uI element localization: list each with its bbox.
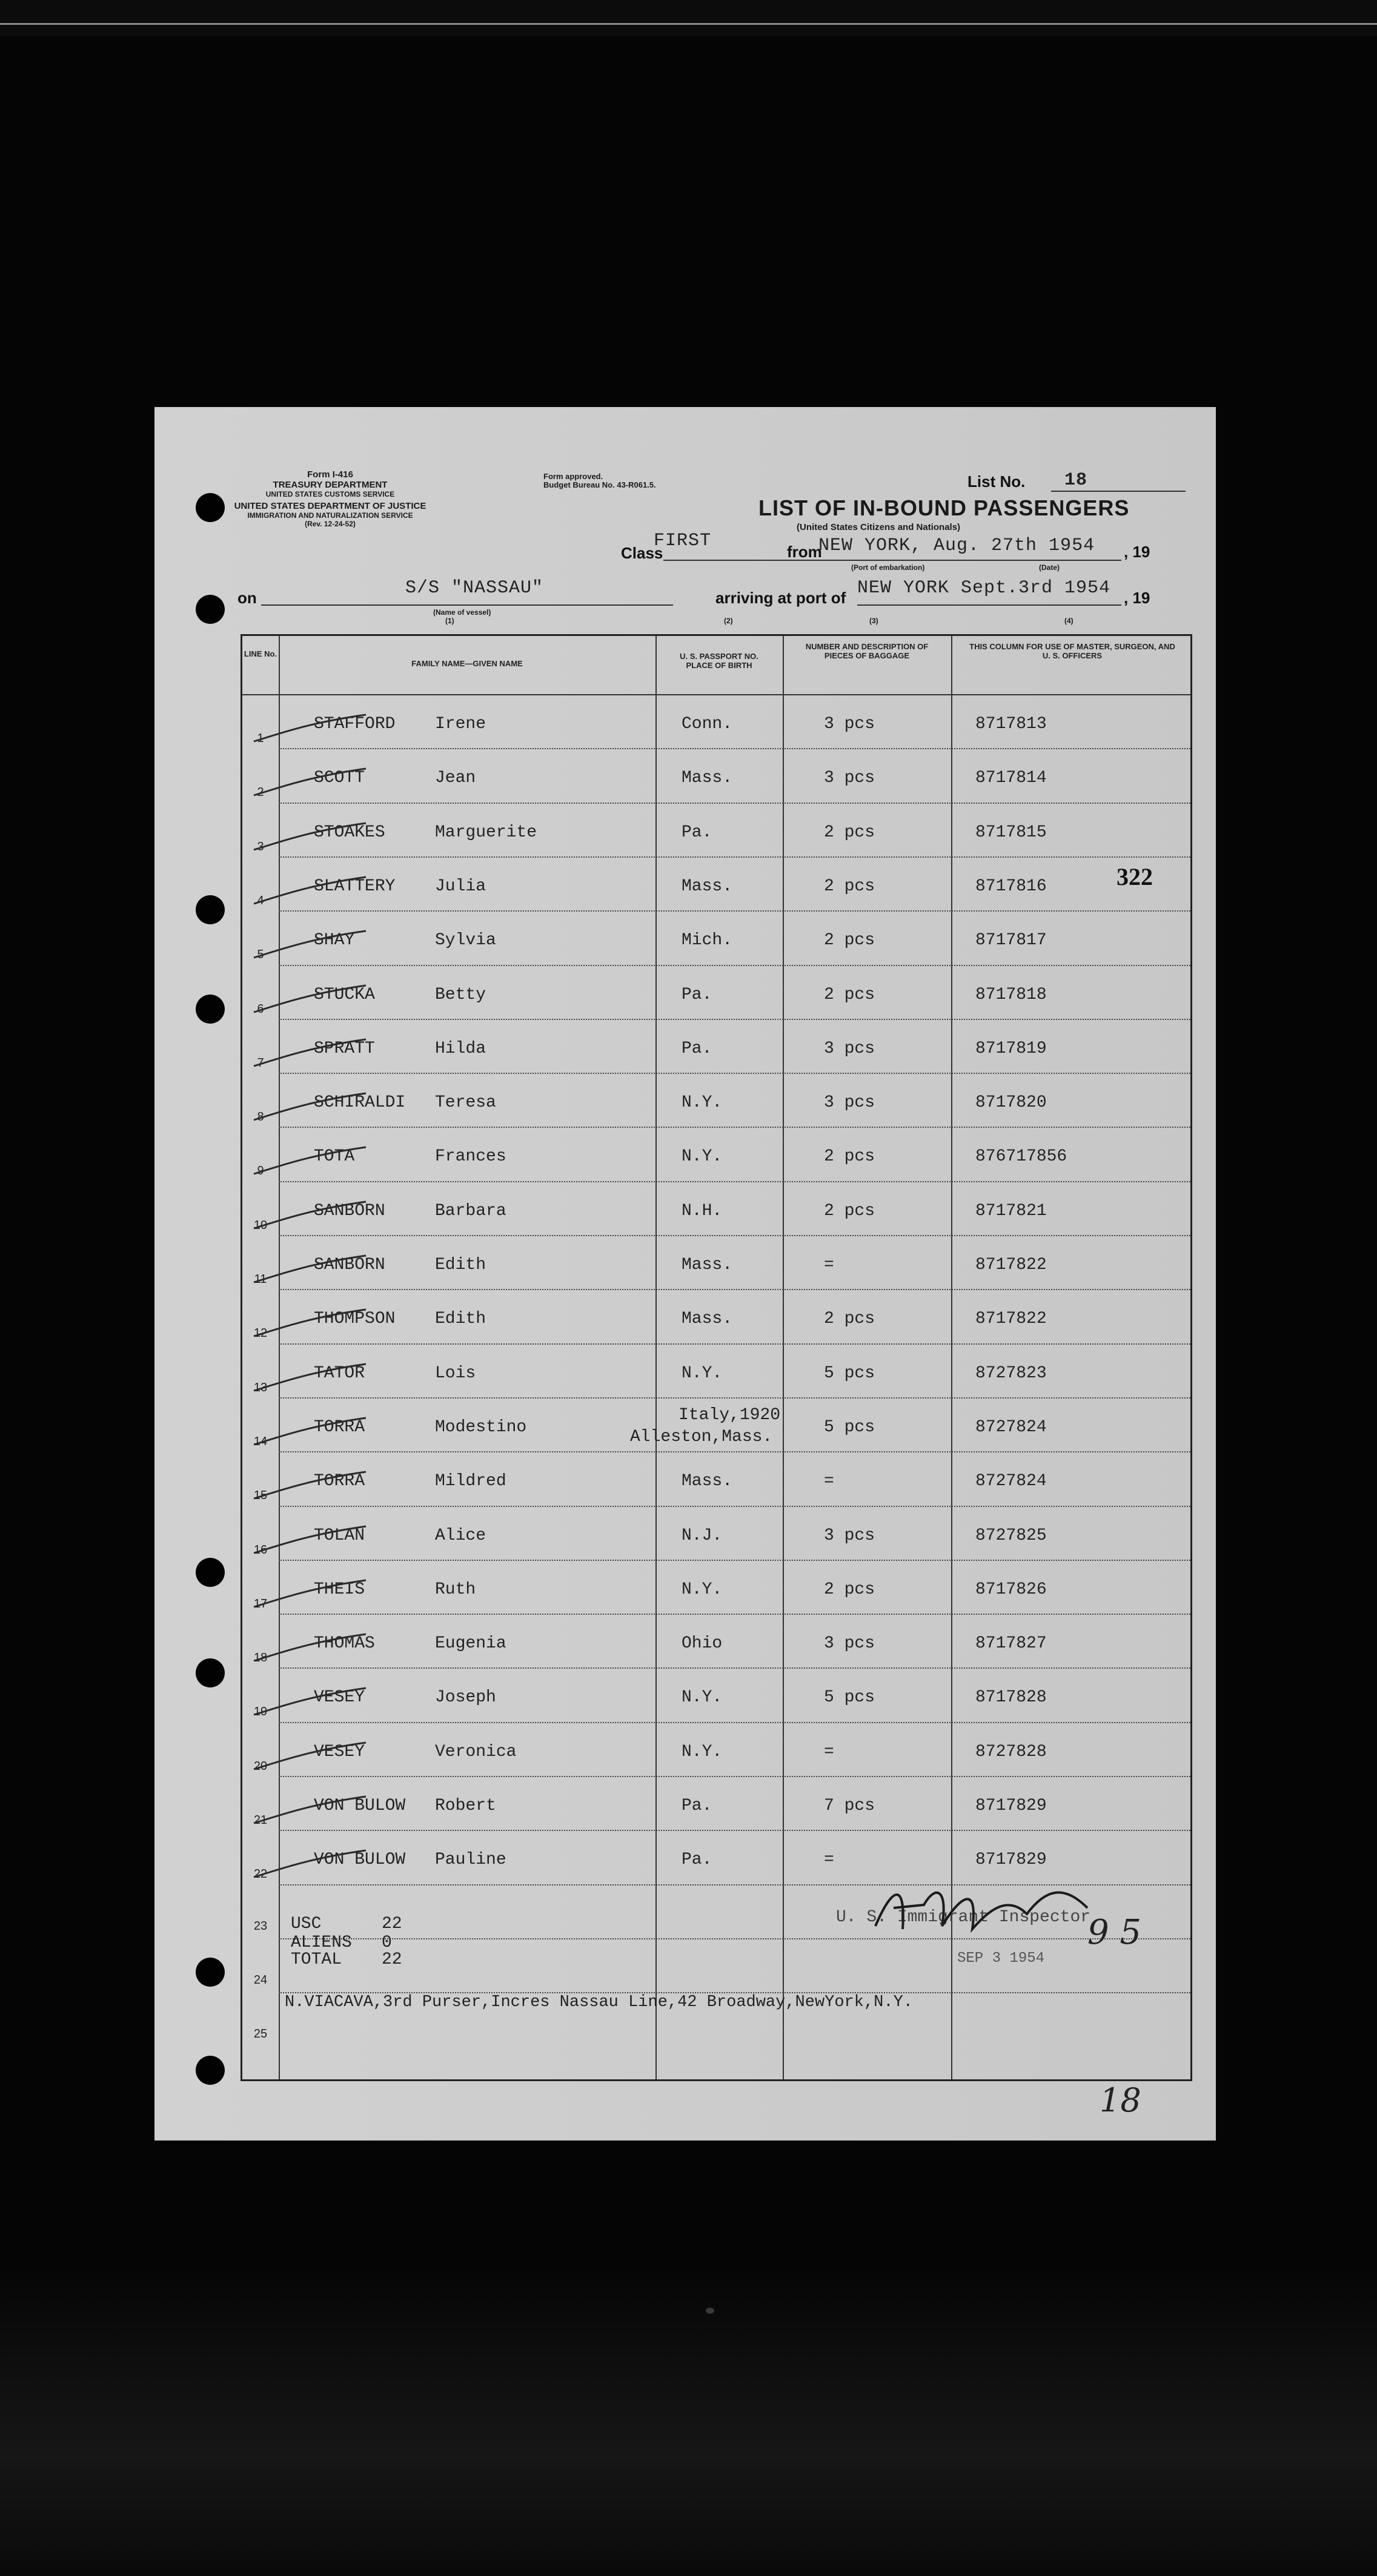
naturalization-service: IMMIGRATION AND NATURALIZATION SERVICE [247, 511, 413, 520]
officer-number: 8727825 [975, 1526, 1047, 1545]
baggage-count: 7 pcs [824, 1796, 875, 1815]
given-name: Ruth [435, 1580, 476, 1599]
officer-number: 8717819 [975, 1039, 1047, 1058]
baggage-count: 5 pcs [824, 1363, 875, 1383]
line-number: 16 [253, 1543, 268, 1557]
check-mark [251, 1847, 372, 1883]
place-of-birth: Pa. [682, 1039, 712, 1058]
family-name: TORRA [314, 1472, 365, 1491]
arrival-port: NEW YORK Sept.3rd 1954 [857, 578, 1111, 598]
line-number: 7 [257, 1056, 264, 1070]
place-of-birth: Pa. [682, 985, 712, 1004]
department-header [233, 469, 427, 528]
family-name: THOMPSON [314, 1310, 396, 1329]
aliens-count: 0 [382, 1933, 392, 1952]
col-marker-3: (3) [869, 617, 878, 625]
given-name: Alice [435, 1526, 486, 1545]
vessel-name: S/S "NASSAU" [405, 578, 544, 598]
from-year-suffix: , 19 [1124, 543, 1150, 561]
given-name: Veronica [435, 1742, 517, 1761]
col-marker-2: (2) [724, 617, 733, 625]
family-name: THEIS [314, 1580, 365, 1599]
given-name: Eugenia [435, 1634, 506, 1654]
bottom-handwritten-number: 18 [1100, 2081, 1141, 2119]
check-mark [251, 1090, 372, 1126]
place-of-birth: Pa. [682, 823, 712, 842]
total-count: 22 [382, 1950, 402, 1969]
line-number: 24 [253, 1973, 268, 1987]
inspector-stamp: U. S. Immigrant Inspector [836, 1908, 1091, 1927]
budget-bureau: Budget Bureau No. 43-R061.5. [543, 480, 656, 489]
place-of-birth: Pa. [682, 1796, 712, 1815]
officer-number: 8717816 [975, 876, 1047, 896]
officer-number: 8717818 [975, 985, 1047, 1004]
from-underline [818, 560, 1121, 561]
line-number: 13 [253, 1380, 268, 1394]
line-number: 23 [253, 1919, 268, 1933]
row-rule [279, 1127, 1190, 1128]
punch-hole [196, 1558, 225, 1587]
given-name: Hilda [435, 1039, 486, 1058]
baggage-count: = [824, 1472, 834, 1491]
line-number: 6 [257, 1002, 264, 1016]
check-mark [251, 1306, 372, 1342]
family-name: VON BULOW [314, 1796, 406, 1815]
baggage-count: 3 pcs [824, 1634, 875, 1654]
col-marker-4: (4) [1064, 617, 1073, 625]
given-name: Marguerite [435, 823, 537, 842]
family-name: VESEY [314, 1688, 365, 1707]
officer-number: 8717827 [975, 1634, 1047, 1654]
line-number: 4 [257, 893, 264, 907]
check-mark [251, 1144, 372, 1180]
baggage-count: 5 pcs [824, 1417, 875, 1437]
baggage-count: 2 pcs [824, 1147, 875, 1167]
row-rule [279, 965, 1190, 966]
aliens-label: ALIENS [291, 1933, 352, 1952]
row-rule [279, 1181, 1190, 1182]
form-approval [543, 472, 656, 489]
place-of-birth: Mich. [682, 931, 733, 950]
on-label: on [237, 589, 257, 607]
form-approved: Form approved. [543, 472, 603, 481]
line-number: 8 [257, 1110, 264, 1124]
family-name: SLATTERY [314, 876, 396, 896]
officer-number: 8717822 [975, 1256, 1047, 1274]
line-number: 2 [257, 786, 264, 800]
row-rule [279, 1830, 1190, 1831]
family-name: SHAY [314, 931, 355, 950]
baggage-count: = [824, 1742, 834, 1761]
place-of-birth: N.Y. [682, 1363, 723, 1383]
col-header-officers: THIS COLUMN FOR USE OF MASTER, SURGEON, AND U. S. OFFICERS [969, 642, 1175, 660]
line-number: 21 [253, 1813, 268, 1827]
line-number: 5 [257, 948, 264, 962]
vessel-underline [261, 604, 673, 606]
place-of-birth: N.Y. [682, 1742, 723, 1761]
check-mark [251, 982, 372, 1018]
officer-number: 8727824 [975, 1472, 1047, 1491]
given-name: Edith [435, 1256, 486, 1274]
treasury-department: TREASURY DEPARTMENT [273, 480, 388, 490]
usc-label: USC [291, 1915, 322, 1933]
row-rule [279, 1073, 1190, 1074]
officer-number: 8717829 [975, 1796, 1047, 1815]
baggage-count: 2 pcs [824, 876, 875, 896]
family-name: VON BULOW [314, 1850, 406, 1870]
place-of-birth: N.Y. [682, 1147, 723, 1167]
punch-hole [196, 493, 225, 522]
col-divider [783, 636, 784, 2079]
header-divider [242, 694, 1190, 695]
row-rule [279, 803, 1190, 804]
vessel-caption: (Name of vessel) [433, 608, 491, 617]
baggage-count: = [824, 1256, 834, 1274]
col-divider [951, 636, 952, 2079]
col-marker-1: (1) [445, 617, 454, 625]
place-of-birth: N.Y. [682, 1580, 723, 1599]
given-name: Julia [435, 876, 486, 896]
punch-hole [196, 2056, 225, 2085]
family-name: TOTA [314, 1147, 355, 1167]
row-rule [279, 1560, 1190, 1561]
baggage-count: 3 pcs [824, 1093, 875, 1113]
baggage-count: 2 pcs [824, 985, 875, 1004]
family-name: TOLAN [314, 1526, 365, 1545]
officer-number: 8727828 [975, 1742, 1047, 1761]
check-mark [251, 1577, 372, 1613]
place-of-birth: Italy,1920 [679, 1405, 781, 1425]
row-rule [279, 1722, 1190, 1723]
baggage-count: 2 pcs [824, 1201, 875, 1220]
place-of-birth: Mass. [682, 769, 733, 788]
passenger-manifest-sheet [154, 407, 1216, 2141]
line-number: 9 [257, 1164, 264, 1178]
usc-count: 22 [382, 1915, 402, 1933]
check-mark [251, 1631, 372, 1667]
baggage-count: 3 pcs [824, 715, 875, 733]
given-name: Edith [435, 1310, 486, 1329]
col-divider [655, 636, 657, 2079]
row-rule [279, 1451, 1190, 1452]
arrival-underline [857, 604, 1121, 606]
officer-number: 8727824 [975, 1417, 1047, 1437]
inspector-signature [869, 1872, 1100, 1950]
row-rule [279, 1343, 1190, 1345]
document-subtitle: (United States Citizens and Nationals) [797, 522, 961, 532]
officer-number: 8727823 [975, 1363, 1047, 1383]
line-number: 3 [257, 839, 264, 853]
given-name: Barbara [435, 1201, 506, 1220]
family-name: SCOTT [314, 769, 365, 788]
officer-number: 876717856 [975, 1147, 1067, 1167]
class-value: FIRST [654, 531, 712, 551]
baggage-count: 2 pcs [824, 931, 875, 950]
list-no-underline [1051, 491, 1186, 492]
given-name: Frances [435, 1147, 506, 1167]
customs-service: UNITED STATES CUSTOMS SERVICE [265, 490, 395, 498]
film-edge-line [0, 23, 1377, 25]
given-name: Pauline [435, 1850, 506, 1870]
row-rule [279, 910, 1190, 912]
arrival-year-suffix: , 19 [1124, 589, 1150, 607]
list-number: 18 [1064, 470, 1088, 491]
family-name: STUCKA [314, 985, 375, 1004]
punch-hole [196, 1658, 225, 1687]
row-rule [279, 748, 1190, 749]
line-number: 17 [253, 1597, 268, 1611]
officer-number: 8717820 [975, 1093, 1047, 1113]
punch-hole [196, 1958, 225, 1987]
officer-number: 8717826 [975, 1580, 1047, 1599]
check-mark [251, 711, 372, 747]
officer-number: 8717821 [975, 1201, 1047, 1220]
given-name: Lois [435, 1363, 476, 1383]
from-label: from [787, 543, 822, 561]
date-caption: (Date) [1039, 563, 1060, 572]
check-mark [251, 1036, 372, 1072]
baggage-count: 2 pcs [824, 1580, 875, 1599]
row-rule [279, 1667, 1190, 1669]
margin-number: 322 [1117, 863, 1153, 890]
baggage-count: 3 pcs [824, 769, 875, 788]
check-mark [251, 1360, 372, 1397]
film-lower-area [0, 2271, 1377, 2576]
given-name: Irene [435, 715, 486, 733]
row-rule [279, 1614, 1190, 1615]
form-number: Form I-416 [307, 469, 353, 480]
family-name: STOAKES [314, 823, 385, 842]
line-number: 25 [253, 2027, 268, 2041]
check-mark [251, 1793, 372, 1829]
line-number: 1 [257, 732, 264, 745]
line-number: 15 [253, 1489, 268, 1503]
check-mark [251, 1414, 372, 1451]
justice-department: UNITED STATES DEPARTMENT OF JUSTICE [234, 501, 426, 511]
port-embarkation-caption: (Port of embarkation) [851, 563, 925, 572]
place-of-birth: Pa. [682, 1850, 712, 1870]
row-rule [279, 1776, 1190, 1777]
baggage-count: 3 pcs [824, 1526, 875, 1545]
baggage-count: 5 pcs [824, 1688, 875, 1707]
punch-hole [196, 995, 225, 1024]
film-top-border [0, 0, 1377, 36]
check-mark [251, 1523, 372, 1559]
line-number: 22 [253, 1867, 268, 1881]
purser-line: N.VIACAVA,3rd Purser,Incres Nassau Line,42 Broadway,NewYork,N.Y. [285, 1993, 913, 2011]
given-name: Sylvia [435, 931, 496, 950]
row-rule [279, 1289, 1190, 1290]
officer-number: 8717814 [975, 769, 1047, 788]
officer-number: 8717815 [975, 823, 1047, 842]
baggage-count: 2 pcs [824, 823, 875, 842]
place-of-birth: Ohio [682, 1634, 723, 1654]
dust-spot [706, 2308, 714, 2314]
place-of-birth: Mass. [682, 1256, 733, 1274]
port-of-embarkation: NEW YORK, Aug. 27th 1954 [818, 535, 1095, 556]
place-of-birth: N.Y. [682, 1093, 723, 1113]
check-mark [251, 1198, 372, 1234]
check-mark [251, 765, 372, 801]
officer-number: 8717817 [975, 931, 1047, 950]
officer-number: 8717828 [975, 1688, 1047, 1707]
check-mark [251, 873, 372, 910]
place-of-birth: Mass. [682, 1472, 733, 1491]
list-no-label: List No. [967, 472, 1026, 491]
family-name: VESEY [314, 1742, 365, 1761]
given-name: Mildred [435, 1472, 506, 1491]
family-name: SCHIRALDI [314, 1093, 406, 1113]
check-mark [251, 927, 372, 964]
revision-date: (Rev. 12-24-52) [305, 520, 356, 528]
place-of-birth: Mass. [682, 1310, 733, 1329]
line-number: 14 [253, 1434, 268, 1448]
family-name: TATOR [314, 1363, 365, 1383]
row-rule [279, 1019, 1190, 1020]
family-name: SANBORN [314, 1201, 385, 1220]
line-number: 10 [253, 1218, 268, 1232]
family-name: SANBORN [314, 1256, 385, 1274]
place-of-birth: Mass. [682, 876, 733, 896]
check-mark [251, 1468, 372, 1505]
line-number: 20 [253, 1759, 268, 1773]
row-rule [279, 1397, 1190, 1399]
class-label: Class [621, 544, 663, 562]
check-mark [251, 1739, 372, 1775]
baggage-count: 3 pcs [824, 1039, 875, 1058]
family-name: STAFFORD [314, 715, 396, 733]
officer-number: 8717829 [975, 1850, 1047, 1870]
given-name: Modestino [435, 1417, 527, 1437]
line-number: 18 [253, 1651, 268, 1665]
passenger-table [241, 634, 1192, 2081]
col-header-passport: U. S. PASSPORT NO. PLACE OF BIRTH [680, 652, 758, 670]
row-rule [279, 856, 1190, 858]
place-of-birth: N.J. [682, 1526, 723, 1545]
total-label: TOTAL [291, 1950, 342, 1969]
officer-number: 8717813 [975, 715, 1047, 733]
arriving-label: arriving at port of [715, 589, 846, 607]
check-mark [251, 1684, 372, 1721]
place-of-birth-detail: Alleston,Mass. [630, 1427, 773, 1446]
place-of-birth: N.Y. [682, 1688, 723, 1707]
line-number: 11 [254, 1273, 267, 1286]
inspection-date-stamp: SEP 3 1954 [957, 1950, 1045, 1967]
line-number: 19 [253, 1705, 268, 1719]
family-name: TORRA [314, 1417, 365, 1437]
given-name: Jean [435, 769, 476, 788]
given-name: Teresa [435, 1093, 496, 1113]
line-number: 12 [253, 1326, 268, 1340]
row-rule [279, 1506, 1190, 1507]
col-header-baggage: NUMBER AND DESCRIPTION OF PIECES OF BAGGAGE [805, 642, 929, 660]
inspector-initials: 9 5 [1087, 1913, 1142, 1952]
punch-hole [196, 895, 225, 924]
place-of-birth: N.H. [682, 1201, 723, 1220]
col-header-line: LINE No. [244, 649, 277, 658]
family-name: SPRATT [314, 1039, 375, 1058]
given-name: Robert [435, 1796, 496, 1815]
col-header-name: FAMILY NAME—GIVEN NAME [411, 659, 523, 668]
given-name: Betty [435, 985, 486, 1004]
row-rule [279, 1235, 1190, 1236]
check-mark [251, 1252, 372, 1288]
family-name: THOMAS [314, 1634, 375, 1654]
place-of-birth: Conn. [682, 715, 733, 733]
baggage-count: = [824, 1850, 834, 1870]
punch-hole [196, 595, 225, 624]
document-title: LIST OF IN-BOUND PASSENGERS [758, 495, 1130, 520]
baggage-count: 2 pcs [824, 1310, 875, 1329]
officer-number: 8717822 [975, 1310, 1047, 1329]
check-mark [251, 819, 372, 856]
given-name: Joseph [435, 1688, 496, 1707]
